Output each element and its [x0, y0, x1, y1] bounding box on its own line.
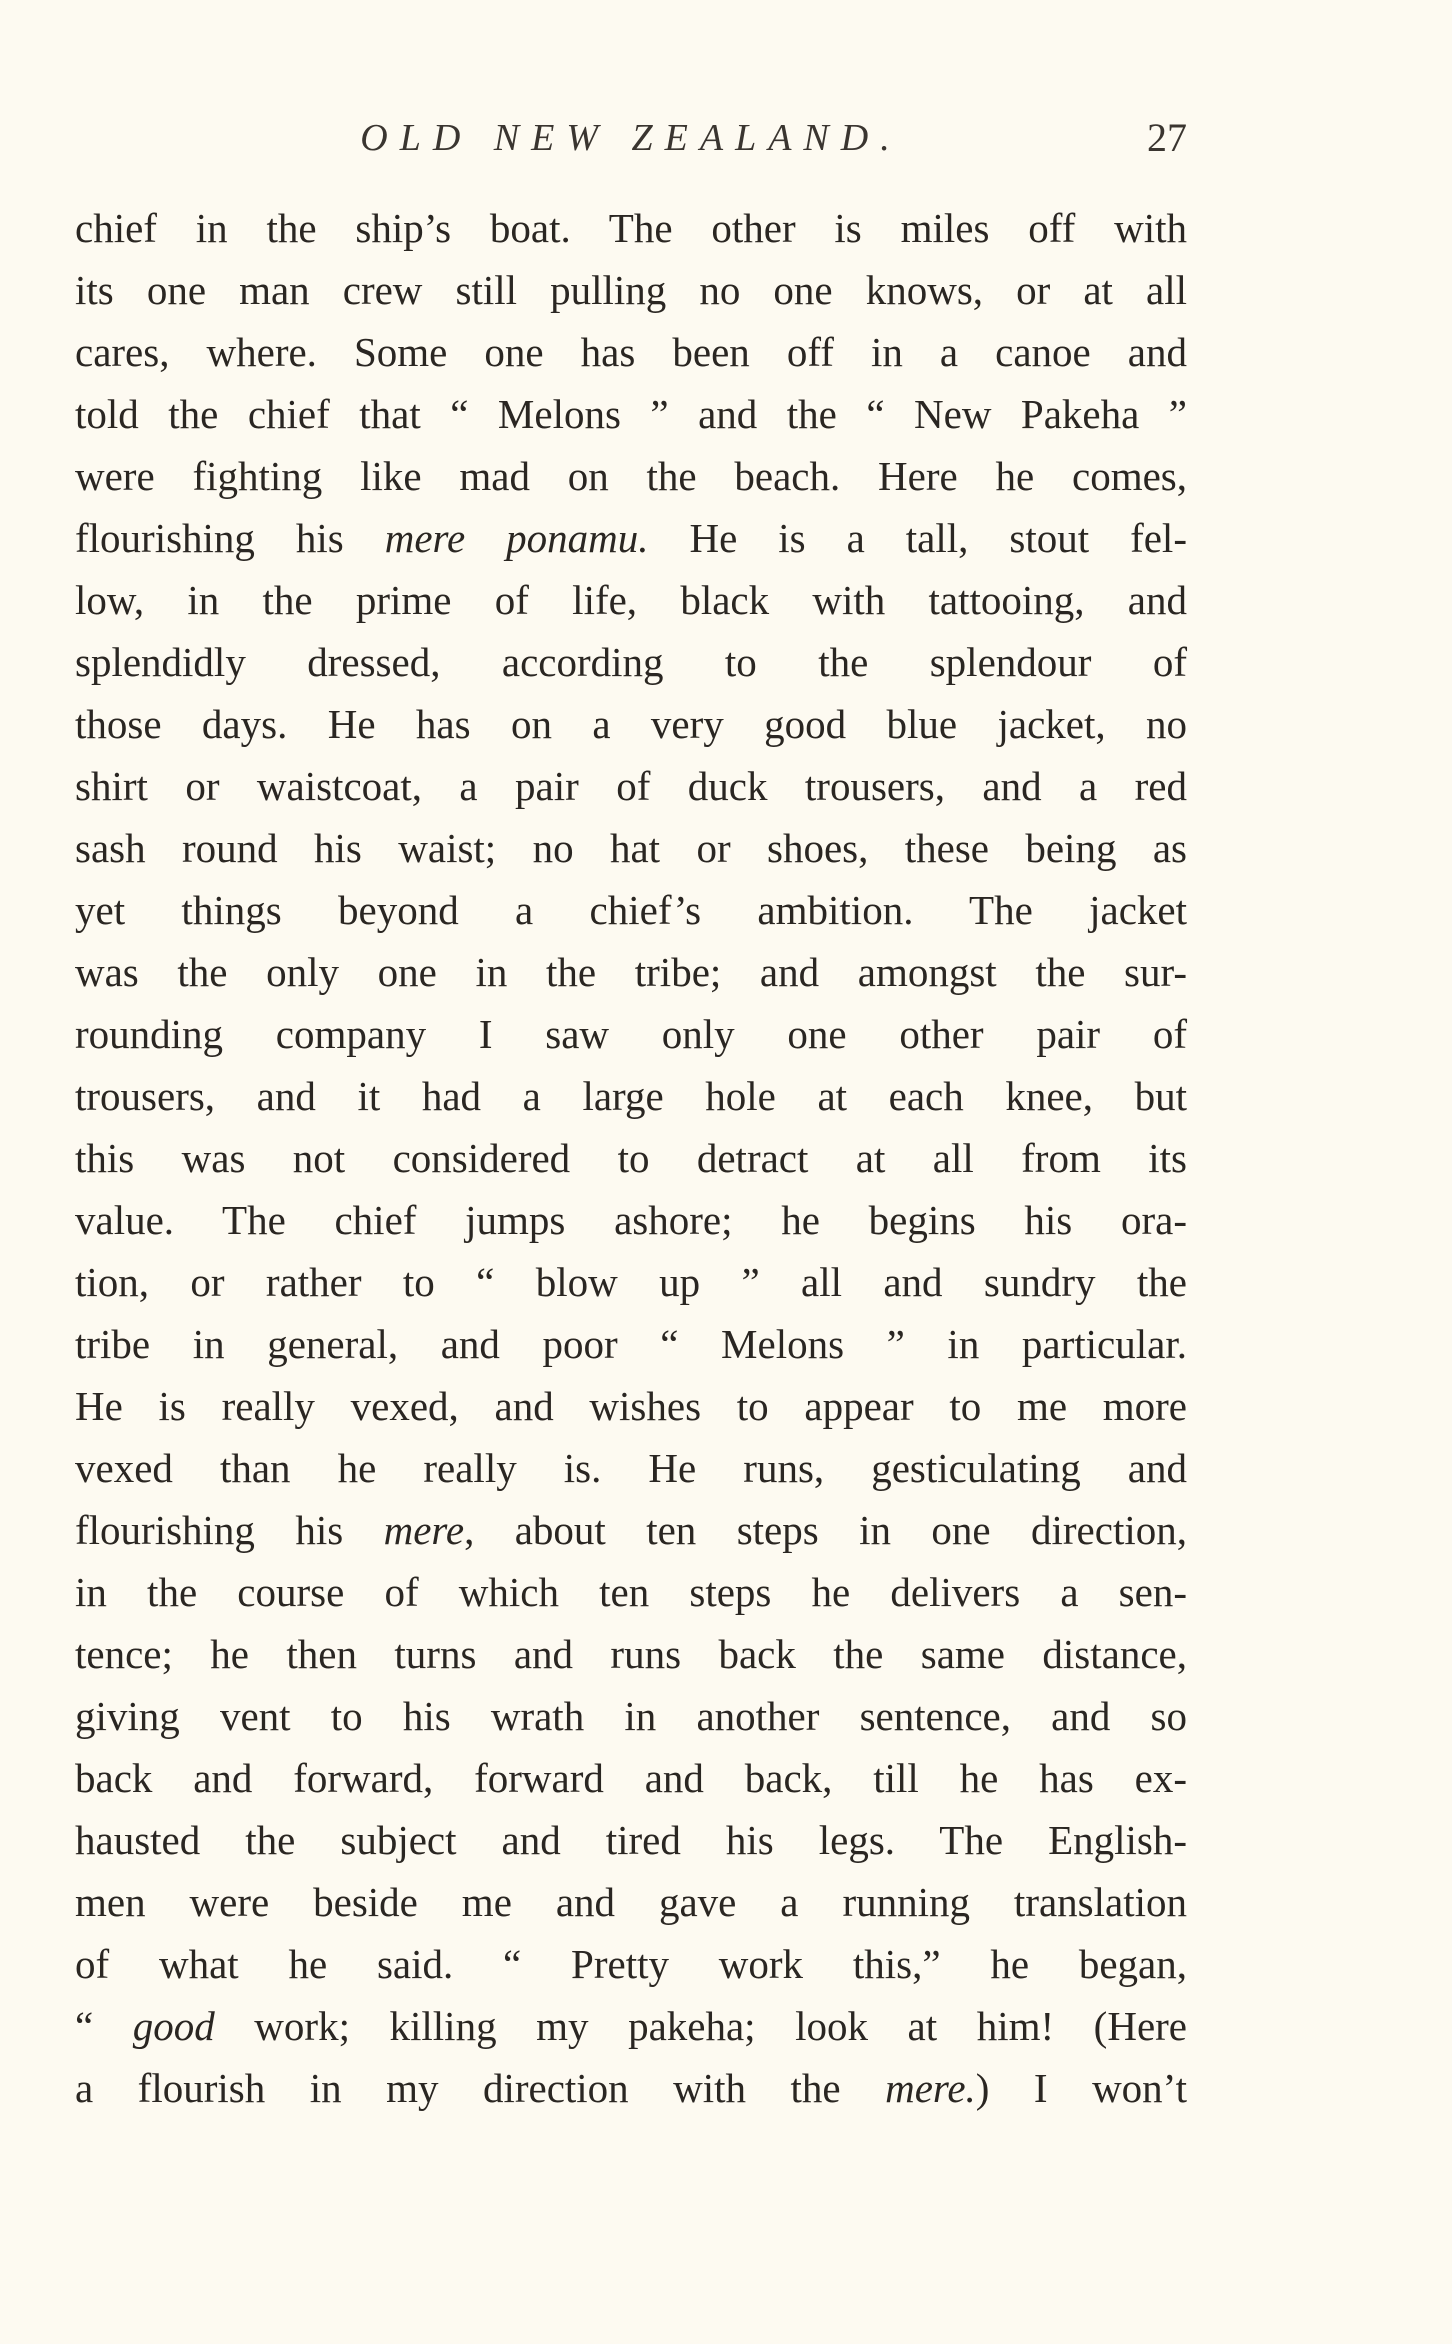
text-line-31: [75, 2057, 1187, 2119]
body-text: [75, 197, 1187, 2119]
page-number: 27: [1147, 115, 1187, 160]
text-line-28: men were beside me and gave a running translation: [75, 1879, 1187, 1925]
text-line-2: its one man crew still pulling no one knows, or at all: [75, 267, 1187, 313]
text-line-4: told the chief that “ Melons ” and the “ New Pakeha ”: [75, 391, 1187, 437]
text-line-8: splendidly dressed, according to the splendour of: [75, 639, 1187, 685]
running-head: [75, 108, 1187, 168]
text-line-22-start: flourishing his: [75, 1507, 384, 1553]
text-line-19: tribe in general, and poor “ Melons ” in particular.: [75, 1321, 1187, 1367]
text-line-22: [75, 1499, 1187, 1561]
text-line-3: cares, where. Some one has been off in a canoe and: [75, 329, 1187, 375]
text-line-18: tion, or rather to “ blow up ” all and sundry the: [75, 1259, 1187, 1305]
text-line-26: back and forward, forward and back, till he has ex-: [75, 1755, 1187, 1801]
text-line-5: were fighting like mad on the beach. Here he comes,: [75, 453, 1187, 499]
text-line-15: trousers, and it had a large hole at each knee, but: [75, 1073, 1187, 1119]
text-line-21: vexed than he really is. He runs, gesticulating and: [75, 1445, 1187, 1491]
text-line-27: hausted the subject and tired his legs. The English-: [75, 1817, 1187, 1863]
italic-mere-2: mere.: [885, 2065, 976, 2111]
text-line-16: this was not considered to detract at all from its: [75, 1135, 1187, 1181]
text-line-6-start: flourishing his: [75, 515, 385, 561]
text-line-30-start: “: [75, 2003, 133, 2049]
text-line-25: giving vent to his wrath in another sentence, and so: [75, 1693, 1187, 1739]
text-line-24: tence; he then turns and runs back the same distance,: [75, 1631, 1187, 1677]
text-line-7: low, in the prime of life, black with tattooing, and: [75, 577, 1187, 623]
text-line-30-end: work; killing my pakeha; look at him! (Here: [214, 2003, 1187, 2049]
text-line-12: yet things beyond a chief’s ambition. The jacket: [75, 887, 1187, 933]
text-line-1: chief in the ship’s boat. The other is miles off with: [75, 205, 1187, 251]
text-line-11: sash round his waist; no hat or shoes, these being as: [75, 825, 1187, 871]
italic-mere: mere: [383, 1507, 465, 1553]
italic-mere-ponamu: mere ponamu.: [384, 515, 649, 561]
italic-good: good: [132, 2003, 215, 2049]
text-line-31-start: a flourish in my direction with the: [75, 2065, 886, 2111]
text-line-9: those days. He has on a very good blue jacket, no: [75, 701, 1187, 747]
text-line-14: rounding company I saw only one other pair of: [75, 1011, 1187, 1057]
text-line-30: [75, 1995, 1187, 2057]
text-line-22-end: , about ten steps in one direction,: [464, 1507, 1187, 1553]
text-line-23: in the course of which ten steps he delivers a sen-: [75, 1569, 1187, 1615]
text-line-10: shirt or waistcoat, a pair of duck trousers, and a red: [75, 763, 1187, 809]
text-line-29: of what he said. “ Pretty work this,” he began,: [75, 1941, 1187, 1987]
text-line-17: value. The chief jumps ashore; he begins his ora-: [75, 1197, 1187, 1243]
text-line-6: [75, 507, 1187, 569]
running-title: OLD NEW ZEALAND.: [360, 117, 902, 159]
text-line-6-end: He is a tall, stout fel-: [648, 515, 1187, 561]
text-line-20: He is really vexed, and wishes to appear to me more: [75, 1383, 1187, 1429]
text-line-31-end: ) I won’t: [975, 2065, 1187, 2111]
text-line-13: was the only one in the tribe; and amongst the sur-: [75, 949, 1187, 995]
